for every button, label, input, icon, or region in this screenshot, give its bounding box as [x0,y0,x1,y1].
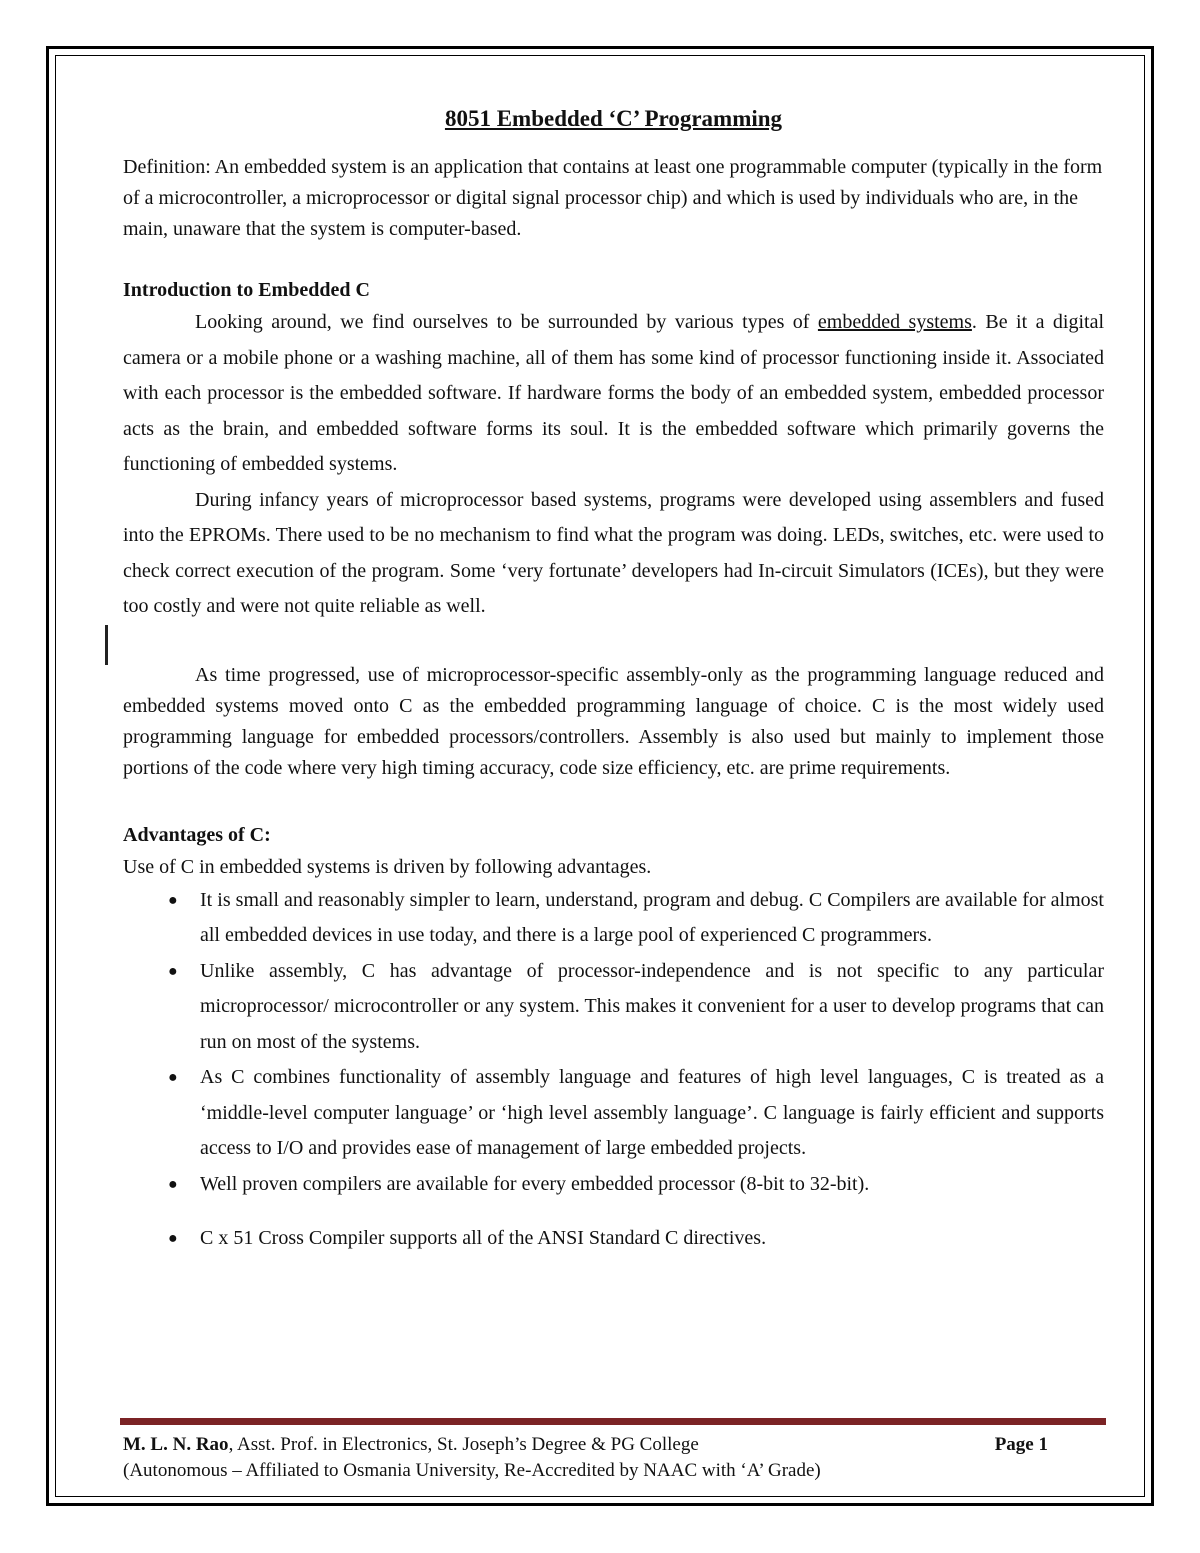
intro-paragraph-1 [123,305,1104,483]
list-item [168,1221,1104,1257]
bullet-icon: ● [168,891,178,909]
footer-line-1 [123,1432,1048,1458]
list-item-text: C x 51 Cross Compiler supports all of the ANSI Standard C directives. [200,1227,767,1249]
list-item [168,954,1104,1061]
bullet-icon: ● [168,1230,178,1247]
document-title: 8051 Embedded ‘C’ Programming [444,106,783,131]
embedded-systems-link[interactable]: embedded systems [817,311,972,333]
document-body [123,104,1104,1257]
intro-p1-text-after: . Be it a digital camera or a mobile phone or a washing machine, all of them has some kind of processor functioning inside it. Associated with each processor is the embedded software. If hardware forms the body of an embedded system, embedded processor acts as the brain, and embedded software forms its soul. It is the embedded software which primarily governs the functioning of embedded systems. [123,311,1105,475]
definition-paragraph: Definition: An embedded system is an application that contains at least one programmable computer (typically in the form of a microcontroller, a microprocessor or digital signal processor chip) and which is used by individuals who are, in the main, unaware that the system is computer-based. [123,156,1103,240]
bullet-icon: ● [168,1175,178,1193]
intro-paragraph-3: As time progressed, use of microprocessor-specific assembly-only as the programming language reduced and embedded systems moved onto C as the embedded programming language of choice. C is the most widely used programming language for embedded processors/controllers. Assembly is also used but mainly to implement those portions of the code where very high timing accuracy, code size efficiency, etc. are prime requirements. [123,663,1104,779]
advantages-intro: Use of C in embedded systems is driven by following advantages. [123,855,652,878]
intro-heading: Introduction to Embedded C [123,279,370,301]
list-item [168,883,1104,954]
footer-line-2: (Autonomous – Affiliated to Osmania University, Re-Accredited by NAAC with ‘A’ Grade) [123,1460,821,1481]
advantages-heading: Advantages of C: [123,823,271,846]
footer-author: M. L. N. Rao [123,1434,229,1455]
footer-divider-bar [120,1418,1106,1425]
text-cursor-marker [105,625,108,665]
list-item-text: Unlike assembly, C has advantage of processor-independence and is not specific to any particular microprocessor/ microcontroller or any system. This makes it convenient for a user to develop programs that can run on most of the systems. [200,959,1104,1053]
list-item-text: It is small and reasonably simpler to learn, understand, program and debug. C Compilers are available for almost all embedded devices in use today, and there is a large pool of experienced C programmers. [200,888,1104,946]
footer-affiliation: , Asst. Prof. in Electronics, St. Joseph’s Degree & PG College [228,1434,699,1455]
bullet-icon: ● [168,962,178,980]
bullet-icon: ● [168,1069,178,1086]
advantages-list [123,883,1104,1257]
page-number: Page 1 [994,1434,1048,1455]
list-item-text: Well proven compilers are available for every embedded processor (8-bit to 32-bit). [200,1172,870,1195]
intro-paragraph-2: During infancy years of microprocessor based systems, programs were developed using assemblers and fused into the EPROMs. There used to be no mechanism to find what the program was doing. LEDs, switches, etc. were used to check correct execution of the program. Some ‘very fortunate’ developers had In-circuit Simulators (ICEs), but they were too costly and were not quite reliable as well. [123,488,1104,617]
list-item [168,1167,1104,1203]
list-item [168,1060,1104,1167]
intro-p1-text-before: Looking around, we find ourselves to be surrounded by various types of [195,311,818,333]
list-item-text: As C combines functionality of assembly language and features of high level languages, C is treated as a ‘middle-level computer language’ or ‘high level assembly language’. C language is fairly efficient and supports access to I/O and provides ease of management of large embedded projects. [200,1066,1104,1159]
